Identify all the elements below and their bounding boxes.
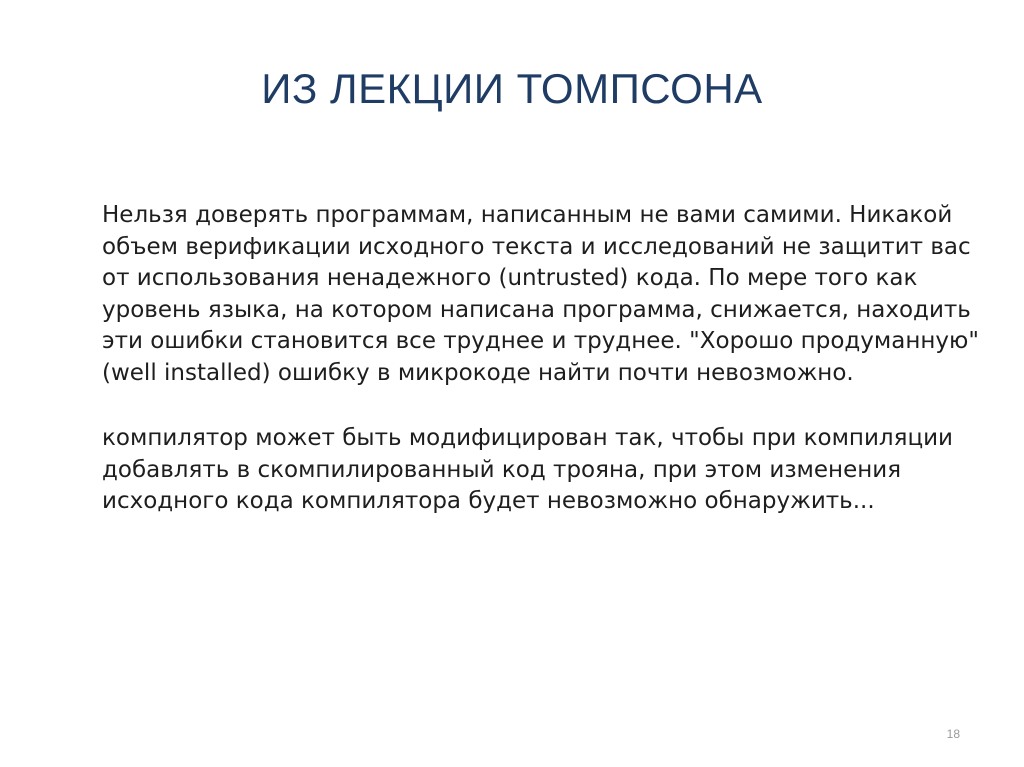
slide-title: ИЗ ЛЕКЦИИ ТОМПСОНА	[261, 65, 763, 112]
body-paragraph-1: Нельзя доверять программам, написанным не вами самими. Никакой объем верификации исходного текста и исследований не защитит вас от использования ненадежного (untrusted) кода. По мере того как уровень языка, на котором написана программа, снижается, находить эти ошибки становится все труднее и труднее. "Хорошо продуманную" (well installed) ошибку в микрокоде найти почти невозможно.	[102, 202, 979, 386]
slide-body	[102, 200, 982, 518]
page-number: 18	[946, 727, 960, 741]
body-paragraph-2: компилятор может быть модифицирован так, чтобы при компиляции добавлять в скомпилированный код трояна, при этом изменения исходного кода компилятора будет невозможно обнаружить...	[102, 425, 953, 514]
